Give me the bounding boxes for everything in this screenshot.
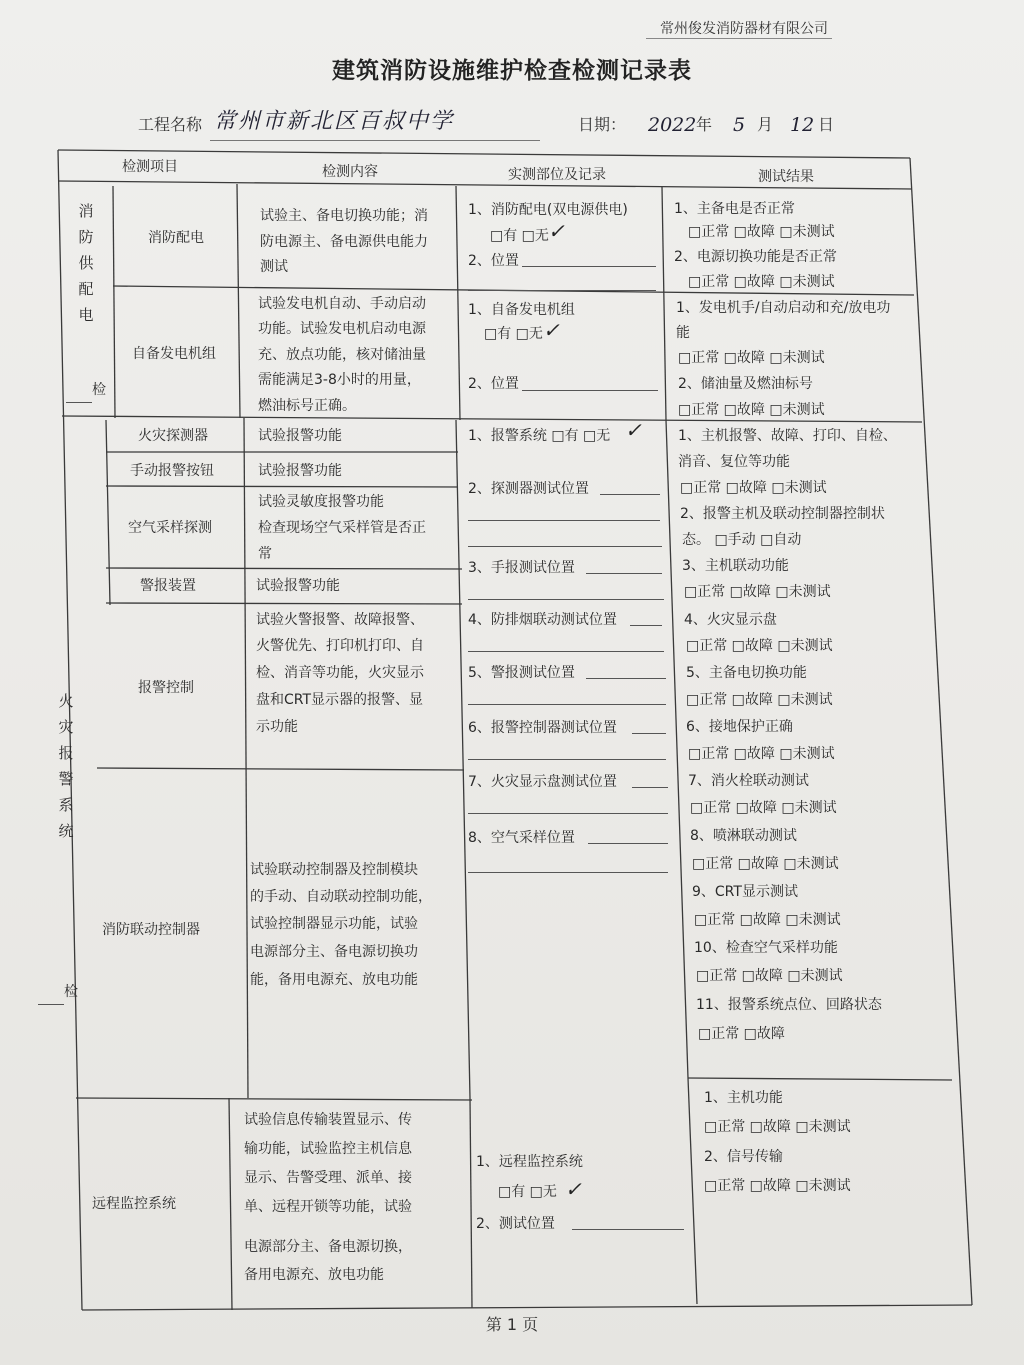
alarm-check-field: 检 (38, 980, 78, 1005)
project-name-handwritten: 常州市新北区百叔中学 (214, 109, 455, 134)
date-label: 日期： (578, 115, 627, 134)
alarm-manual-button-content: 试验报警功能 (258, 463, 342, 479)
alarm-item-air-sampling: 空气采样探测 (128, 520, 212, 536)
alarm-item-detector: 火灾探测器 (138, 428, 208, 444)
power-item-generator: 自备发电机组 (132, 346, 216, 362)
column-header-item: 检测项目 (122, 159, 178, 175)
check-mark-no-alarm-system: ✓ (625, 418, 642, 442)
column-header-content: 检测内容 (322, 164, 378, 180)
check-mark-no-generator: ✓ (543, 318, 560, 342)
power-item-distribution: 消防配电 (148, 230, 204, 246)
alarm-item-alarm-control: 报警控制 (138, 680, 194, 696)
alarm-item-manual-button: 手动报警按钮 (130, 463, 214, 479)
power-check-field: 检 (66, 378, 106, 403)
company-name: 常州俊发消防器材有限公司 (660, 21, 828, 37)
power-group-label: 消 防 供 配 电 (78, 202, 94, 324)
alarm-item-alarm-device: 警报装置 (140, 578, 196, 594)
date-month-handwritten: 5 (733, 114, 746, 136)
month-unit: 月 (757, 115, 774, 134)
check-mark-no-remote: ✓ (565, 1177, 582, 1201)
alarm-item-linkage-controller: 消防联动控制器 (102, 922, 200, 938)
year-unit: 年 (696, 115, 713, 134)
page-number: 第 1 页 (485, 1315, 539, 1334)
alarm-group-label: 火 灾 报 警 系 统 (58, 692, 74, 840)
column-header-record: 实测部位及记录 (508, 167, 606, 183)
remote-item: 远程监控系统 (92, 1196, 176, 1212)
date-day-handwritten: 12 (790, 114, 815, 136)
document-page: 常州俊发消防器材有限公司 建筑消防设施维护检查检测记录表 工程名称 常州市新北区百叔中学 日期： 2022 年 5 月 12 日 检测项目 检测内容 实测部位及记录 测试结果 消 防 供 配 电 检 消防配电 试验主、备电切换功能；消 防电源主、备电源供电能力 测试 1、消防配电(双电源供电) □有 □无 2、位置 1、主备电是否正常 □正常 □故障 □未测试 2、电源切换功能是否正常 □正常 □故障 □未测试 自备发电机组 试验发电机自动、手动启动 功能。试验发电机启动电源 充、放点功能，核对储油量 需能满足3-8小时的用量， 燃油标号正确。 1、自备发电机组 □有 □无 2、位置 1、发电机手/自动启动和充/放电功 能 □正常 □故障 □未测试 2、储油量及燃油标号 □正常 □故障 □未测试 火 灾 报 警 系 统 检 火灾探测器 试验报警功能 手动报警按钮 试验报警功能 空气采样探测 试验灵敏度报警功能 检查现场空气采样管是否正 常 警报装置 试验报警功能 报警控制 试验火警报警、故障报警、 火警优先、打印机打印、自 检、消音等功能，火灾显示 盘和CRT显示器的报警、显 示功能 消防联动控制器 试验联动控制器及控制模块 的手动、自动联动控制功能， 试验控制器显示功能，试验 电源部分主、备电源切换功 能，备用电源充、放电功能 1、报警系统 □有 □无 2、探测器测试位置 3、手报测试位置 4、防排烟联动测试位置 5、警报测试位置 6、报警控制器测试位置 7、火灾显示盘测试位置 8、空气采样位置 1、主机报警、故障、打印、自检、 消音、复位等功能 □正常 □故障 □未测试 2、报警主机及联动控制器控制状 态。 □手动 □自动 3、主机联动功能 □正常 □故障 □未测试 4、火灾显示盘 □正常 □故障 □未测试 5、主备电切换功能 □正常 □故障 □未测试 6、接地保护正确 □正常 □故障 □未测试 7、消火栓联动测试 □正常 □故障 □未测试 8、喷淋联动测试 □正常 □故障 □未测试 9、CRT显示测试 □正常 □故障 □未测试 10、检查空气采样功能 □正常 □故障 □未测试 11、报警系统点位、回路状态 □正常 □故障 远程监控系统 试验信息传输装置显示、传 输功能，试验监控主机信息 显示、告警受理、派单、接 单、远程开锁等功能，试验 电源部分主、备电源切换， 备用电源充、放电功能 1、远程监控系统 □有 □无 2、测试位置 1、主机功能 □正常 □故障 □未测试 2、信号传输 □正常 □故障 □未测试 ✓ ✓ ✓ ✓ 第 1 页 (0, 0, 1024, 1365)
alarm-alarm-device-content: 试验报警功能 (256, 578, 340, 594)
day-unit: 日 (818, 115, 835, 134)
project-label: 工程名称 (138, 115, 203, 134)
column-header-result: 测试结果 (758, 169, 814, 185)
check-mark-no-distribution: ✓ (548, 219, 565, 243)
date-year-handwritten: 2022 (648, 114, 697, 136)
alarm-detector-content: 试验报警功能 (258, 428, 342, 444)
document-title: 建筑消防设施维护检查检测记录表 (332, 58, 692, 84)
